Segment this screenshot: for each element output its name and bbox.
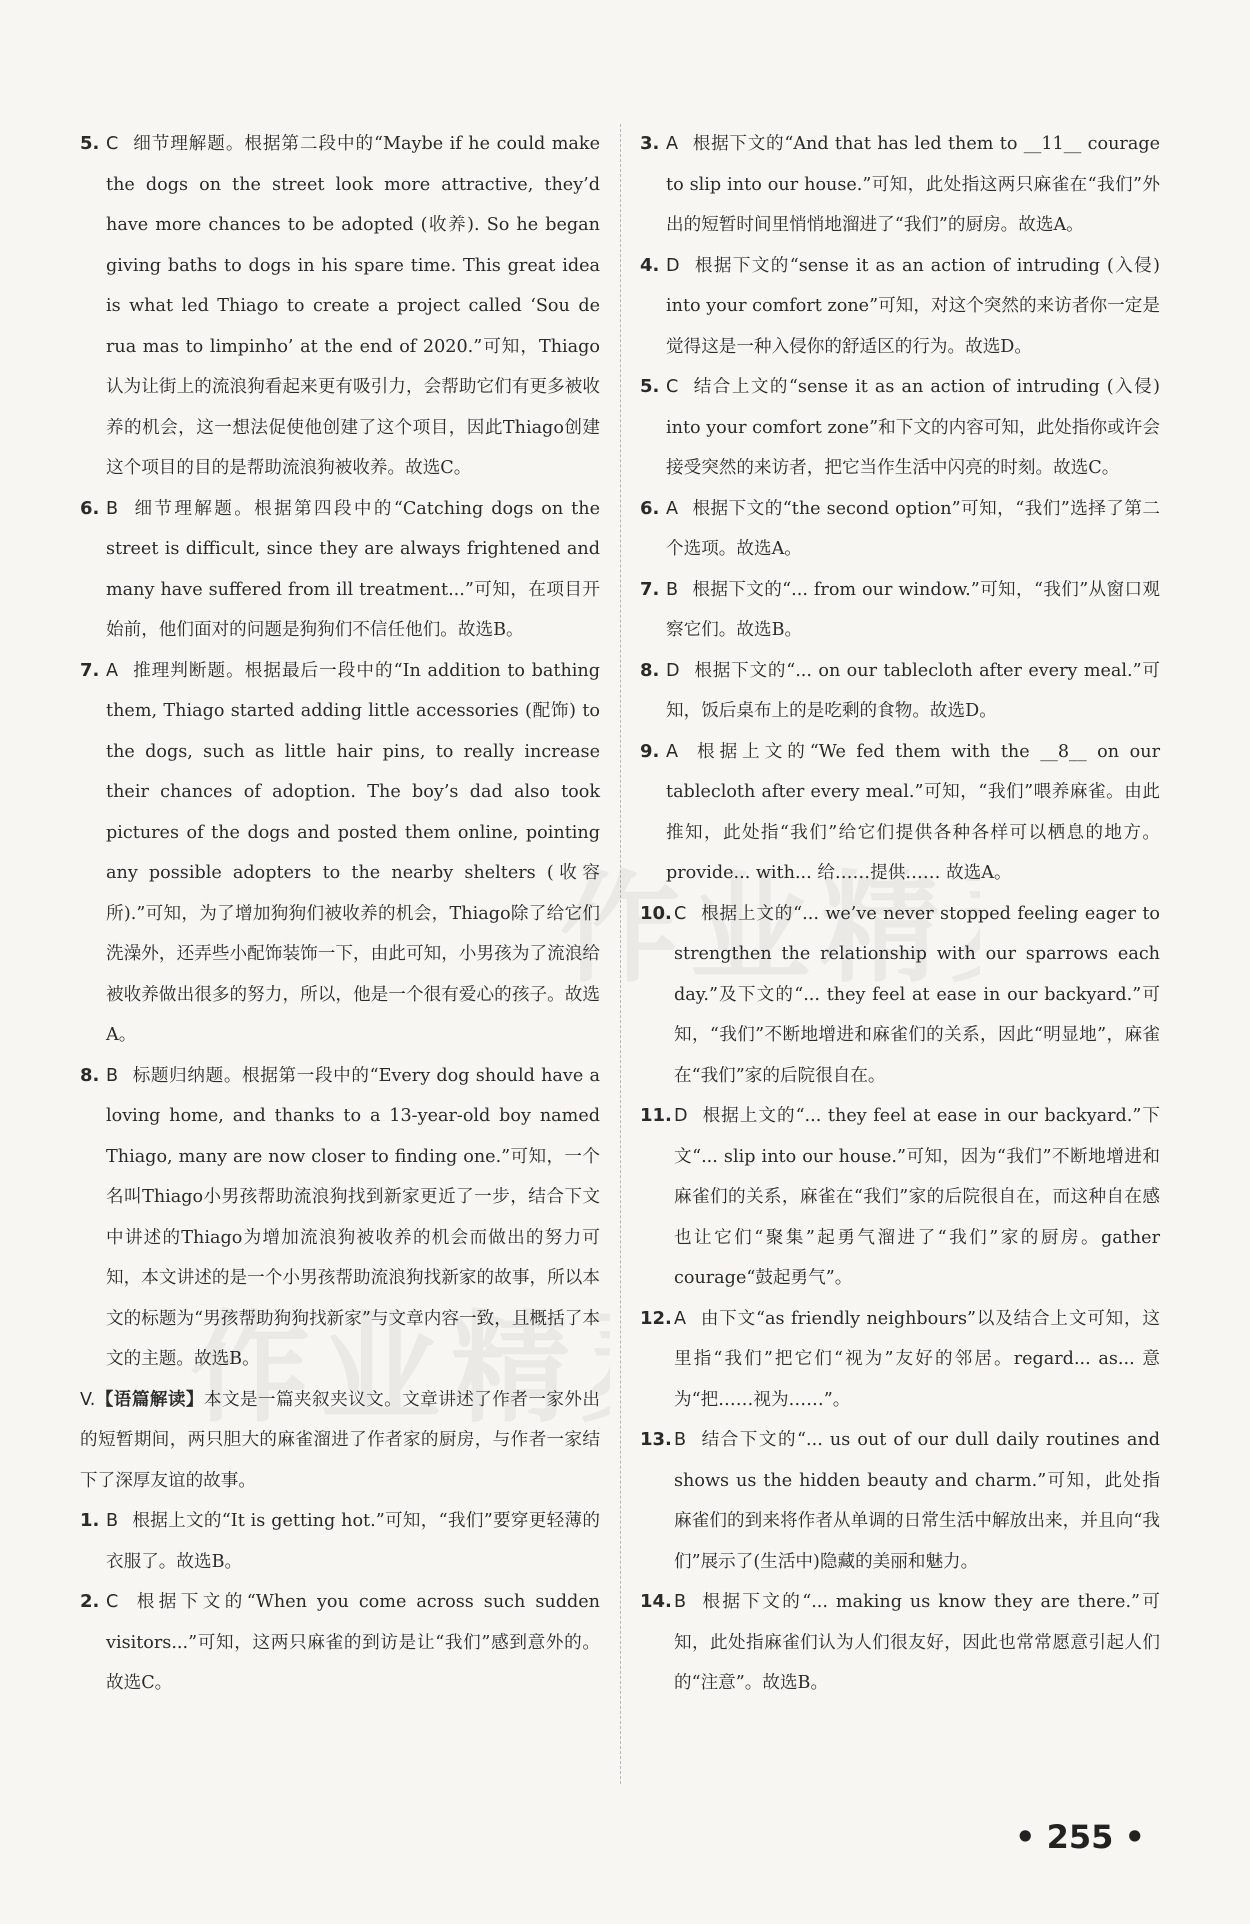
watermark xyxy=(190,1280,610,1476)
answer-item xyxy=(640,1299,1160,1421)
item-text: 细节理解题。根据第四段中的“Catching dogs on the street is difficult, since they are always frightened and many have suffered from ill treatment...”可知，在项目开始前，他们面对的问题是狗狗们不信任他们。故选B。 xyxy=(106,498,600,640)
item-answer: D xyxy=(666,255,680,276)
item-answer: A xyxy=(666,741,679,762)
item-text: 根据下文的“... from our window.”可知，“我们”从窗口观察它们。故选B。 xyxy=(666,579,1160,640)
item-text: 根据下文的“... on our tablecloth after every meal.”可知，饭后桌布上的是吃剩的食物。故选D。 xyxy=(666,660,1160,721)
answer-item xyxy=(640,246,1160,368)
answer-item xyxy=(640,367,1160,489)
item-text: 细节理解题。根据第二段中的“Maybe if he could make the dogs on the street look more attractive, they’d have more chances to be adopted (收养). So he began giving baths to dogs in his spare time. This great idea is what led Thiago to create a project called ‘Sou de rua mas to limpinho’ at the end of 2020.”可知，Thiago认为让街上的流浪狗看起来更有吸引力，会帮助它们有更多被收养的机会，这一想法促使他创建了这个项目，因此Thiago创建这个项目的目的是帮助流浪狗被收养。故选C。 xyxy=(106,134,600,478)
answer-item xyxy=(640,570,1160,651)
answer-item xyxy=(640,1420,1160,1582)
item-text: 根据上文的“... we’ve never stopped feeling eager to strengthen the relationship with our sparrows each day.”及下文的“... they feel at ease in our backyard.”可知，“我们”不断地增进和麻雀们的关系，因此“明显地”，麻雀在“我们”家的后院很自在。 xyxy=(674,903,1160,1086)
answer-item xyxy=(640,1096,1160,1299)
watermark-logo-icon xyxy=(560,840,980,1000)
item-text: 根据下文的“sense it as an action of intruding (入侵) into your comfort zone”可知，对这个突然的来访者你一定是觉得这是一种入侵你的舒适区的行为。故选D。 xyxy=(666,255,1160,357)
page-number: • 255 • xyxy=(1015,1818,1145,1856)
item-number: 13. xyxy=(640,1429,672,1450)
item-text: 结合下文的“... us out of our dull daily routines and shows us the hidden beauty and charm.”可知，此处指麻雀们的到来将作者从单调的日常生活中解放出来，并且向“我们”展示了(生活中)隐藏的美丽和魅力。 xyxy=(674,1430,1160,1572)
section-number: V. xyxy=(80,1389,96,1410)
answer-item xyxy=(640,1582,1160,1704)
item-number: 11. xyxy=(640,1105,672,1126)
svg-text:作业精灵: 作业精 xyxy=(190,1300,580,1439)
item-text: 根据下文的“When you come across such sudden visitors...”可知，这两只麻雀的到访是让“我们”感到意外的。故选C。 xyxy=(106,1592,600,1693)
item-text: 根据上文的“We fed them with the __8__ on our tablecloth after every meal.”可知，“我们”喂养麻雀。由此推知，此处指“我们”给它们提供各种各样可以栖息的地方。provide... with... 给……提供…… 故选A。 xyxy=(666,741,1160,883)
answer-item xyxy=(80,1582,600,1704)
item-number: 8. xyxy=(640,659,660,681)
item-answer: A xyxy=(666,134,679,154)
answer-item xyxy=(80,489,600,651)
item-number: 12. xyxy=(640,1307,672,1329)
item-number: 6. xyxy=(80,497,100,519)
watermark xyxy=(560,840,980,1036)
item-text: 标题归纳题。根据第一段中的“Every dog should have a loving home, and thanks to a 13-year-old boy named Thiago, many are now closer to finding one.”可知，一个名叫Thiago小男孩帮助流浪狗找到新家更近了一步，结合下文中讲述的Thiago为增加流浪狗被收养的机会而做出的努力可知，本文讲述的是一个小男孩帮助流浪狗找新家的故事，所以本文的标题为“男孩帮助狗狗找新家”与文章内容一致，且概括了本文的主题。故选B。 xyxy=(106,1065,600,1369)
item-text: 结合上文的“sense it as an action of intruding (入侵) into your comfort zone”和下文的内容可知，此处指你或许会接受突然的来访者，把它当作生活中闪亮的时刻。故选C。 xyxy=(666,377,1160,478)
item-answer: C xyxy=(674,903,687,924)
item-number: 2. xyxy=(80,1591,100,1612)
item-number: 8. xyxy=(80,1064,100,1086)
item-answer: C xyxy=(106,1592,119,1612)
item-text: 根据上文的“It is getting hot.”可知，“我们”要穿更轻薄的衣服了。故选B。 xyxy=(106,1511,600,1572)
item-number: 7. xyxy=(80,659,100,681)
item-answer: D xyxy=(674,1106,688,1126)
answer-item xyxy=(640,489,1160,570)
item-text: 根据下文的“the second option”可知，“我们”选择了第二个选项。故选A。 xyxy=(666,498,1160,559)
answer-item xyxy=(80,651,600,1056)
item-answer: B xyxy=(106,498,119,519)
item-answer: A xyxy=(666,498,679,519)
item-text: 根据下文的“And that has led them to __11__ courage to slip into our house.”可知，此处指这两只麻雀在“我们”外出的短暂时间里悄悄地溜进了“我们”的厨房。故选A。 xyxy=(666,134,1160,235)
item-number: 10. xyxy=(640,902,672,924)
item-number: 9. xyxy=(640,740,660,762)
svg-text:作业精灵: 作业精 xyxy=(560,860,950,999)
item-answer: B xyxy=(106,1065,119,1086)
item-text: 根据上文的“... they feel at ease in our backyard.”下文“... slip into our house.”可知，因为“我们”不断地增进和麻雀们的关系，麻雀在“我们”家的后院很自在，而这种自在感也让它们“聚集”起勇气溜进了“我们”家的厨房。gather courage“鼓起勇气”。 xyxy=(674,1106,1160,1288)
item-answer: B xyxy=(674,1592,687,1612)
answer-item xyxy=(80,124,600,489)
item-text: 根据下文的“... making us know they are there.”可知，此处指麻雀们认为人们很友好，因此也常常愿意引起人们的“注意”。故选B。 xyxy=(674,1592,1160,1693)
section-text: 本文是一篇夹叙夹议文。文章讲述了作者一家外出的短暂期间，两只胆大的麻雀溜进了作者家的厨房，与作者一家结下了深厚友谊的故事。 xyxy=(80,1389,600,1491)
item-text: 由下文“as friendly neighbours”以及结合上文可知，这里指“我们”把它们“视为”友好的邻居。regard... as... 意为“把……视为……”。 xyxy=(674,1308,1160,1410)
answer-item xyxy=(80,1501,600,1582)
item-number: 14. xyxy=(640,1591,672,1612)
item-number: 3. xyxy=(640,133,660,154)
answer-item xyxy=(640,651,1160,732)
item-answer: A xyxy=(674,1308,687,1329)
item-number: 7. xyxy=(640,578,660,600)
item-answer: C xyxy=(666,377,679,397)
item-answer: C xyxy=(106,134,119,154)
item-answer: B xyxy=(666,579,679,600)
item-answer: B xyxy=(674,1430,687,1450)
item-answer: A xyxy=(106,660,119,681)
section-tag: 【语篇解读】 xyxy=(95,1389,204,1410)
item-number: 6. xyxy=(640,497,660,519)
item-text: 推理判断题。根据最后一段中的“In addition to bathing them, Thiago started adding little accessories (配饰) to the dogs, such as little hair pins, to really increase their chances of adoption. The boy’s dad also took pictures of the dogs and posted them online, pointing any possible adopters to the nearby shelters (收容所).”可知，为了增加狗狗们被收养的机会，Thiago除了给它们洗澡外，还弄些小配饰装饰一下，由此可知，小男孩为了流浪给被收养做出很多的努力，所以，他是一个很有爱心的孩子。故选A。 xyxy=(106,660,600,1045)
watermark-logo-icon xyxy=(190,1280,610,1440)
item-number: 4. xyxy=(640,254,660,276)
answer-item xyxy=(640,124,1160,246)
item-answer: B xyxy=(106,1511,119,1531)
item-answer: D xyxy=(666,660,680,681)
item-number: 5. xyxy=(80,133,100,154)
item-number: 5. xyxy=(640,376,660,397)
item-number: 1. xyxy=(80,1510,100,1531)
